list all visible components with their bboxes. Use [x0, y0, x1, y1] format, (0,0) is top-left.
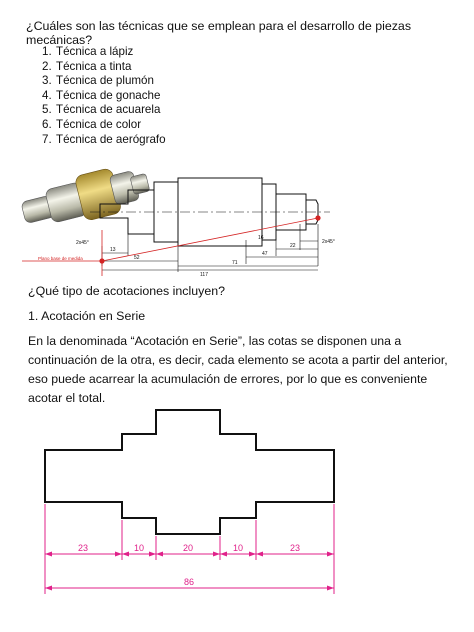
dim-52: 52: [134, 255, 140, 261]
dim-117: 117: [200, 272, 208, 278]
dim-label-10-left: 10: [133, 543, 145, 553]
chamfer-right-label: 2x45°: [322, 239, 335, 245]
list-item: 6. Técnica de color: [42, 117, 142, 131]
shaft-dimensions: [102, 224, 318, 272]
dim-label-23-right: 23: [289, 543, 301, 553]
series-dimension-figure: [0, 400, 474, 610]
techniques-list: [42, 45, 166, 147]
shaft-drawing-figure: [0, 160, 474, 278]
question-techniques: ¿Cuáles son las técnicas que se emplean para el desarrollo de piezas mecánicas?: [26, 19, 412, 47]
part-outline: [45, 410, 334, 534]
list-item: 3. Técnica de plumón: [42, 74, 154, 88]
dim-16: 16: [258, 235, 264, 241]
list-item: 1. Técnica a lápiz: [42, 45, 134, 58]
list-item: 5. Técnica de acuarela: [42, 103, 161, 117]
dim-22: 22: [290, 243, 296, 249]
list-item: 4. Técnica de gonache: [42, 88, 161, 102]
dim-47: 47: [262, 251, 268, 257]
reference-plane: [22, 216, 320, 276]
paragraph: En la denominada “Acotación en Serie”, las cotas se disponen una a continuación de la otra, es decir, cada elemento se acota a partir del anterior, eso puede acarrear la acumulación de errores, por lo que es conveniente acotar el total.: [28, 334, 448, 405]
dim-label-23-left: 23: [77, 543, 89, 553]
list-item: 2. Técnica a tinta: [42, 59, 132, 73]
reference-plane-label: Plano base de medida: [38, 256, 83, 261]
shaft-3d-render: [18, 160, 153, 235]
dim-label-20: 20: [182, 543, 194, 553]
dim-label-total: 86: [183, 577, 195, 587]
chamfer-left-label: 2x45°: [76, 240, 89, 246]
list-item: 7. Técnica de aerógrafo: [42, 132, 166, 146]
dim-13: 13: [110, 247, 116, 253]
section-heading: 1. Acotación en Serie: [28, 309, 146, 323]
dim-label-10-right: 10: [232, 543, 244, 553]
question-dimension-types: ¿Qué tipo de acotaciones incluyen?: [28, 284, 225, 298]
dim-71: 71: [232, 260, 238, 266]
